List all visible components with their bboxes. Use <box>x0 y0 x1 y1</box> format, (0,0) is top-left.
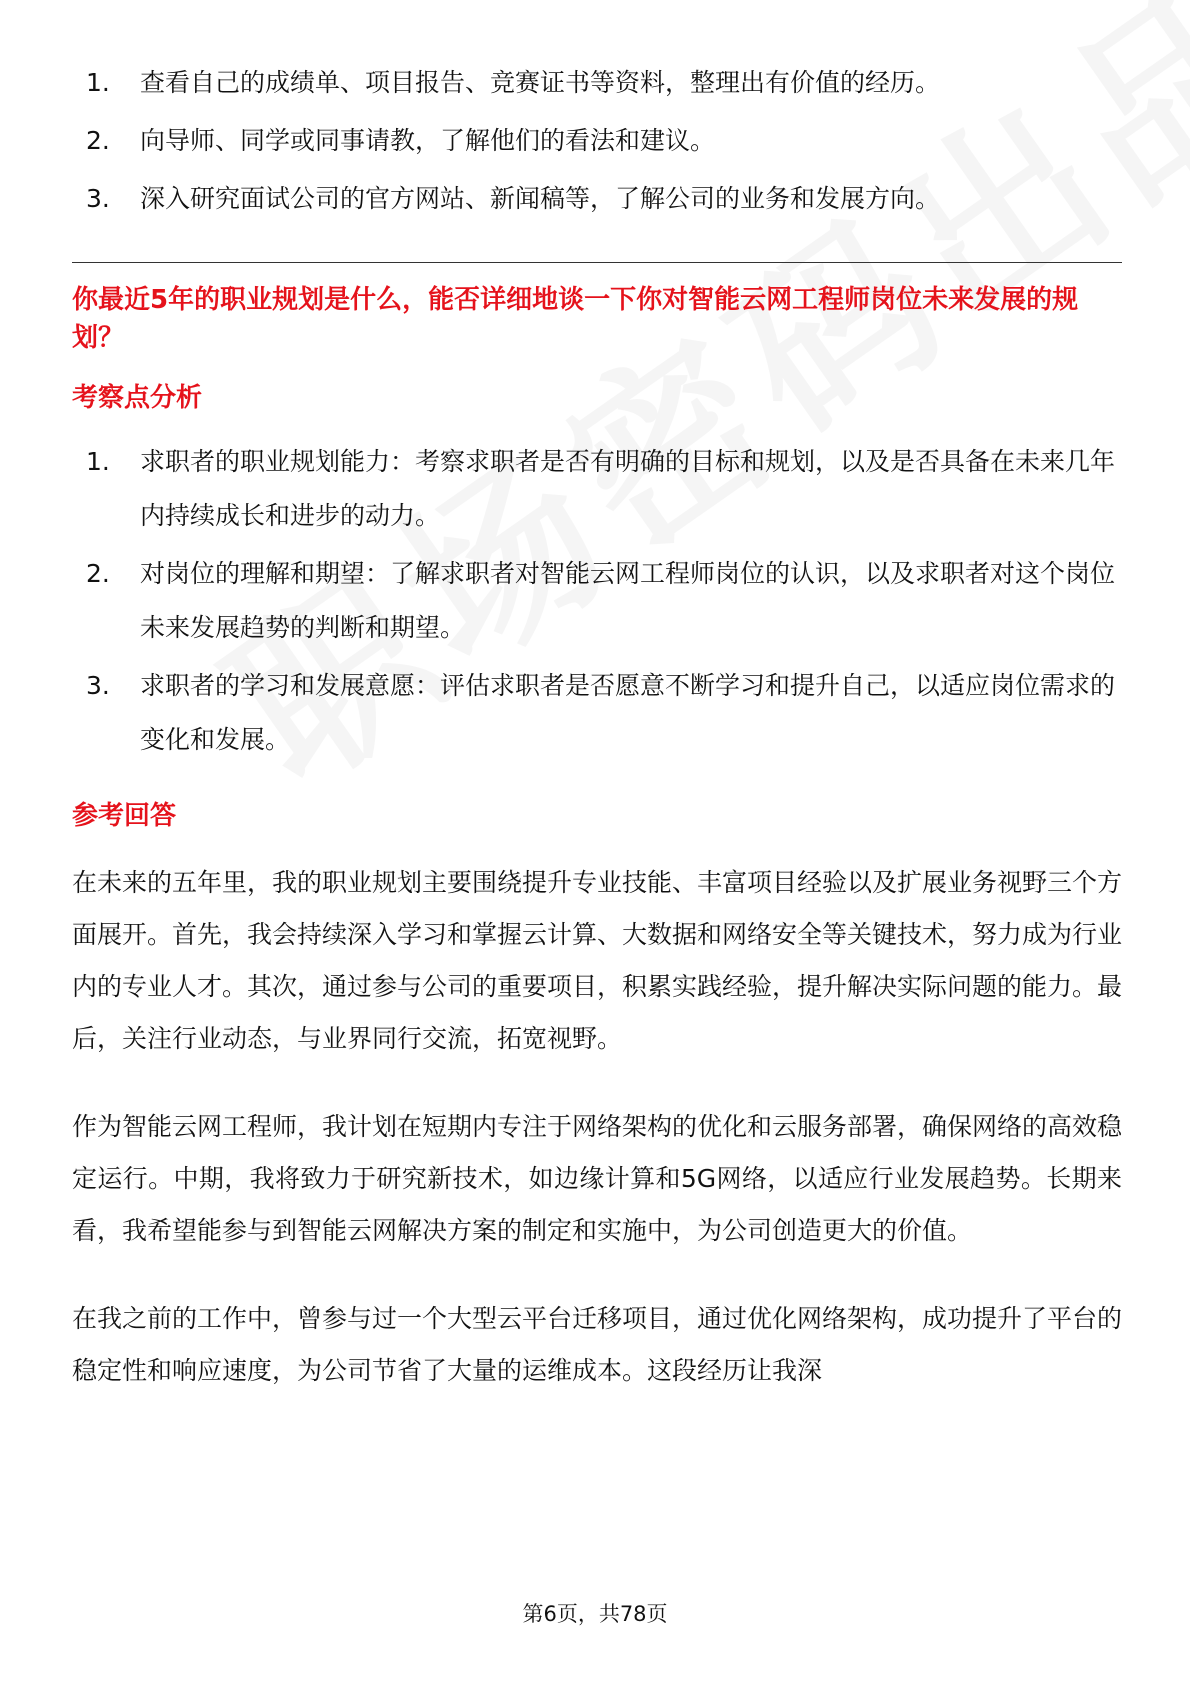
page-content <box>72 56 1122 1433</box>
list-number: 2. <box>86 126 110 155</box>
list-item <box>72 547 1122 655</box>
list-text: 求职者的职业规划能力：考察求职者是否有明确的目标和规划，以及是否具备在未来几年内持续成长和进步的动力。 <box>140 447 1116 530</box>
list-item <box>72 56 1122 110</box>
list-text: 查看自己的成绩单、项目报告、竞赛证书等资料，整理出有价值的经历。 <box>140 68 941 97</box>
answer-heading: 参考回答 <box>72 801 177 831</box>
list-number: 3. <box>86 184 110 213</box>
analysis-list <box>72 435 1122 767</box>
section-divider <box>72 262 1122 263</box>
list-number: 1. <box>86 447 110 476</box>
list-text: 向导师、同学或同事请教，了解他们的看法和建议。 <box>140 126 716 155</box>
list-text: 求职者的学习和发展意愿：评估求职者是否愿意不断学习和提升自己，以适应岗位需求的变化和发展。 <box>140 671 1116 754</box>
answer-paragraph: 在未来的五年里，我的职业规划主要围绕提升专业技能、丰富项目经验以及扩展业务视野三个方面展开。首先，我会持续深入学习和掌握云计算、大数据和网络安全等关键技术，努力成为行业内的专业人才。其次，通过参与公司的重要项目，积累实践经验，提升解决实际问题的能力。最后，关注行业动态，与业界同行交流，拓宽视野。 <box>72 868 1123 1053</box>
list-number: 3. <box>86 671 110 700</box>
analysis-heading: 考察点分析 <box>72 383 203 413</box>
list-item <box>72 435 1122 543</box>
list-number: 1. <box>86 68 110 97</box>
list-item <box>72 114 1122 168</box>
list-item <box>72 659 1122 767</box>
list-text: 深入研究面试公司的官方网站、新闻稿等，了解公司的业务和发展方向。 <box>140 184 941 213</box>
answer-paragraph: 作为智能云网工程师，我计划在短期内专注于网络架构的优化和云服务部署，确保网络的高效稳定运行。中期，我将致力于研究新技术，如边缘计算和5G网络，以适应行业发展趋势。长期来看，我希望能参与到智能云网解决方案的制定和实施中，为公司创造更大的价值。 <box>72 1112 1123 1245</box>
intro-list <box>72 56 1122 226</box>
interview-question: 你最近5年的职业规划是什么，能否详细地谈一下你对智能云网工程师岗位未来发展的规划？ <box>72 285 1079 353</box>
list-item <box>72 172 1122 226</box>
page-number: 第6页，共78页 <box>522 1602 668 1626</box>
list-text: 对岗位的理解和期望：了解求职者对智能云网工程师岗位的认识，以及求职者对这个岗位未来发展趋势的判断和期望。 <box>140 559 1116 642</box>
answer-paragraph: 在我之前的工作中，曾参与过一个大型云平台迁移项目，通过优化网络架构，成功提升了平台的稳定性和响应速度，为公司节省了大量的运维成本。这段经历让我深 <box>72 1304 1123 1385</box>
list-number: 2. <box>86 559 110 588</box>
